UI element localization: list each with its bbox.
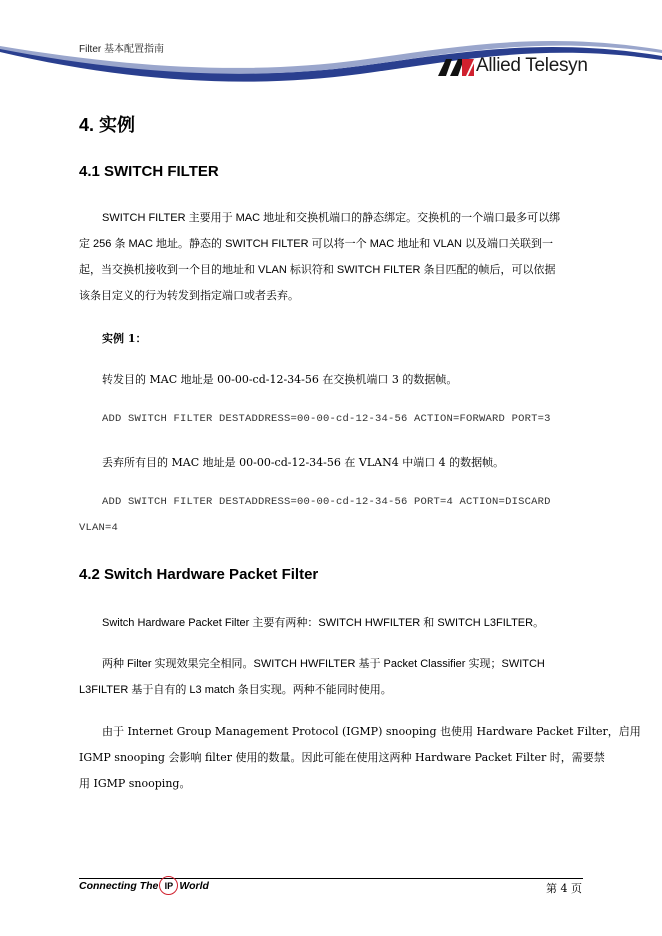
document-title: Filter 基本配置指南 [79, 44, 164, 55]
p4-line-2: IGMP snooping 会影响 filter 使用的数量。因此可能在使用这两种 Hardware Packet Filter 时，需要禁 [79, 751, 605, 764]
p1-line-1: SWITCH FILTER 主要用于 MAC 地址和交换机端口的静态绑定。交换机的一个端口最多可以绑 [102, 212, 561, 224]
example-command-2-line-1: ADD SWITCH FILTER DESTADDRESS=00-00-cd-12-34-56 PORT=4 ACTION=DISCARD [102, 496, 551, 508]
subsection-heading-4-2: 4.2 Switch Hardware Packet Filter [79, 566, 319, 583]
footer-slogan [79, 876, 209, 895]
subsection-heading-4-1: 4.1 SWITCH FILTER [79, 163, 219, 180]
example-label: 实例 1： [102, 332, 147, 345]
p1-line-3: 起，当交换机接收到一个目的地址和 VLAN 标识符和 SWITCH FILTER 条目匹配的帧后，可以依据 [79, 264, 556, 276]
p3-line-2: L3FILTER 基于自有的 L3 match 条目实现。两种不能同时使用。 [79, 684, 392, 696]
example-command-1: ADD SWITCH FILTER DESTADDRESS=00-00-cd-12-34-56 ACTION=FORWARD PORT=3 [102, 413, 551, 425]
p3-line-1: 两种 Filter 实现效果完全相同。SWITCH HWFILTER 基于 Packet Classifier 实现；SWITCH [102, 658, 545, 670]
p1-line-2: 定 256 条 MAC 地址。静态的 SWITCH FILTER 可以将一个 MAC 地址和 VLAN 以及端口关联到一 [79, 238, 554, 250]
example-description-2: 丢弃所有目的 MAC 地址是 00-00-cd-12-34-56 在 VLAN4 中端口 4 的数据帧。 [102, 456, 505, 469]
example-description-1: 转发目的 MAC 地址是 00-00-cd-12-34-56 在交换机端口 3 的数据帧。 [102, 373, 458, 386]
p4-line-3: 用 IGMP snooping。 [79, 777, 191, 790]
example-command-2-line-2: VLAN=4 [79, 522, 119, 534]
ip-circle-logo: IP [159, 876, 178, 895]
logo-text: Allied Telesyn [476, 55, 588, 76]
section-heading-4: 4. 实例 [79, 115, 136, 135]
p4-line-1: 由于 Internet Group Management Protocol (IGMP) snooping 也使用 Hardware Packet Filter，启用 [102, 725, 641, 738]
p1-line-4: 该条目定义的行为转发到指定端口或者丢弃。 [79, 290, 299, 302]
slogan-prefix: Connecting The [79, 879, 159, 892]
page-number: 第 4 页 [546, 882, 582, 895]
slogan-suffix: World [179, 879, 209, 892]
p2-line: Switch Hardware Packet Filter 主要有两种：SWITCH HWFILTER 和 SWITCH L3FILTER。 [102, 617, 545, 629]
